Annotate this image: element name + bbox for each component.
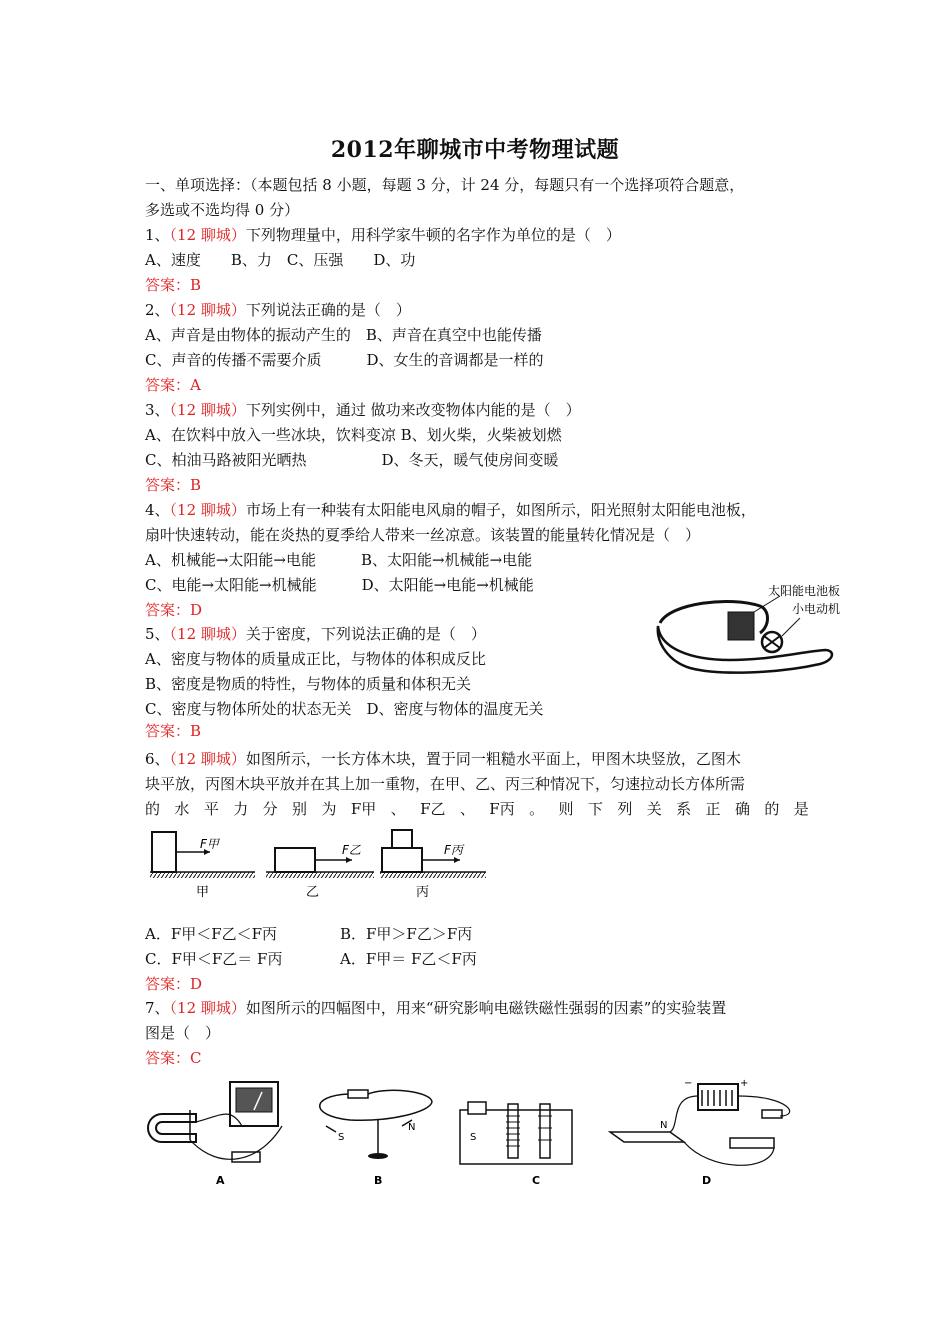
- battery-c: [468, 1102, 486, 1114]
- question-number: 5、: [145, 625, 170, 643]
- figure-label-b: B: [374, 1174, 383, 1187]
- weight-bing: [392, 830, 412, 848]
- electromagnet-figures: [150, 1076, 850, 1188]
- figure-label-yi: 乙: [306, 885, 320, 900]
- battery-b: [348, 1090, 368, 1098]
- question-text: 下列物理量中，用科学家牛顿的名字作为单位的是（ ）: [245, 226, 621, 244]
- stem-char: 、: [459, 800, 475, 818]
- stem-char: 分: [262, 800, 278, 818]
- question-6-option-d: A．F甲＝ F乙＜F丙: [340, 950, 477, 968]
- question-7-answer: 答案：C: [145, 1049, 202, 1067]
- source-tag: （12 聊城）: [169, 999, 246, 1017]
- figure-label-a: A: [216, 1174, 225, 1187]
- stem-char: F甲: [350, 800, 377, 818]
- question-4-stem: [145, 500, 756, 520]
- stem-char: 则: [558, 800, 574, 818]
- question-2-options-ab: A、声音是由物体的振动产生的 B、声音在真空中也能传播: [145, 326, 542, 344]
- question-number: 4、: [145, 501, 170, 519]
- source-tag: （12 聊城）: [169, 501, 246, 519]
- question-text: 下列实例中，通过 做功来改变物体内能的是（ ）: [245, 401, 581, 419]
- pole-n-d: N: [660, 1120, 668, 1131]
- friction-blocks-figure: [148, 826, 488, 902]
- pole-n-b: N: [408, 1122, 416, 1133]
- stem-char: 力: [233, 800, 249, 818]
- figure-label-motor: 小电动机: [792, 602, 841, 616]
- block-jia: [152, 832, 176, 872]
- question-6-stem-line3: [145, 799, 809, 819]
- switch-d: [762, 1110, 782, 1118]
- question-6-option-c: C．F甲＜F乙＝ F丙: [145, 950, 283, 968]
- question-1-options: A、速度 B、力 C、压强 D、功: [145, 251, 416, 269]
- question-6-option-a: A．F甲＜F乙＜F丙: [145, 925, 278, 943]
- question-text: 如图所示的四幅图中，用来“研究影响电磁铁磁性强弱的因素”的实验装置: [245, 999, 727, 1017]
- force-label-yi: F乙: [342, 843, 361, 857]
- circuit-frame-c: [460, 1110, 572, 1164]
- question-2-options-cd: C、声音的传播不需要介质 D、女生的音调都是一样的: [145, 351, 544, 369]
- question-1-stem: [145, 225, 621, 245]
- stem-char: 正: [705, 800, 721, 818]
- fan-blades: [764, 636, 780, 648]
- wires-d: [670, 1096, 790, 1165]
- solar-panel-shape: [728, 612, 754, 640]
- question-number: 6、: [145, 750, 170, 768]
- page-title: 2012年聊城市中考物理试题: [330, 137, 620, 163]
- battery-plus-d: +: [740, 1078, 749, 1089]
- question-2-stem: [145, 300, 411, 320]
- stem-char: 下: [587, 800, 603, 818]
- question-4-options-cd: C、电能→太阳能→机械能 D、太阳能→电能→机械能: [145, 576, 534, 594]
- question-5-answer: 答案：B: [145, 722, 202, 740]
- coil-2-c: [540, 1104, 550, 1158]
- question-number: 7、: [145, 999, 170, 1017]
- stem-char: F丙: [489, 800, 515, 818]
- pole-s-b: S: [338, 1132, 345, 1143]
- question-number: 1、: [145, 226, 170, 244]
- question-6-option-b: B．F甲＞F乙＞F丙: [340, 925, 473, 943]
- question-6-stem-line2: 块平放，丙图木块平放并在其上加一重物，在甲、乙、丙三种情况下，匀速拉动长方体所需: [145, 775, 746, 793]
- stem-char: 系: [676, 800, 692, 818]
- figure-d-motor-setup: [610, 1078, 790, 1187]
- question-text: 如图所示，一长方体木块，置于同一粗糙水平面上，甲图木块竖放，乙图木: [245, 750, 741, 768]
- question-3-options-ab: A、在饮料中放入一些冰块，饮料变凉 B、划火柴，火柴被划燃: [145, 426, 562, 444]
- source-tag: （12 聊城）: [169, 226, 246, 244]
- question-3-stem: [145, 400, 581, 420]
- question-5-options-cd: C、密度与物体所处的状态无关 D、密度与物体的温度无关: [145, 700, 544, 718]
- question-5-option-b: B、密度是物质的特性，与物体的质量和体积无关: [145, 675, 472, 693]
- stem-char: 别: [292, 800, 308, 818]
- block-bing: [382, 848, 422, 872]
- question-text: 关于密度，下列说法正确的是（ ）: [245, 625, 486, 643]
- source-tag: （12 聊城）: [169, 625, 246, 643]
- question-6-stem: [145, 749, 741, 769]
- stem-char: 是: [793, 800, 809, 818]
- stem-char: 关: [646, 800, 662, 818]
- question-text: 下列说法正确的是（ ）: [245, 301, 411, 319]
- stem-char: 列: [617, 800, 633, 818]
- question-4-stem-line2: 扇叶快速转动，能在炎热的夏季给人带来一丝凉意。该装置的能量转化情况是（ ）: [145, 526, 701, 544]
- figure-label-solar-panel: 太阳能电池板: [768, 584, 841, 598]
- compass-needle-b: [326, 1120, 412, 1132]
- question-4-answer: 答案：D: [145, 601, 203, 619]
- arrowhead-yi: [346, 857, 352, 863]
- figure-label-jia: 甲: [196, 885, 210, 900]
- arrowhead-bing: [454, 857, 460, 863]
- question-text: 市场上有一种装有太阳能电风扇的帽子，如图所示，阳光照射太阳能电池板，: [245, 501, 756, 519]
- compass-base-b: [368, 1153, 388, 1159]
- question-6-answer: 答案：D: [145, 975, 203, 993]
- motor-leader-line: [782, 618, 800, 636]
- question-3-options-cd: C、柏油马路被阳光晒热 D、冬天，暖气使房间变暖: [145, 451, 559, 469]
- figure-label-bing: 丙: [416, 885, 430, 900]
- figure-label-c: C: [532, 1174, 541, 1187]
- stem-char: 为: [321, 800, 337, 818]
- stem-char: 水: [174, 800, 190, 818]
- question-5-option-a: A、密度与物体的质量成正比，与物体的体积成反比: [145, 650, 486, 668]
- rheostat-d: [730, 1138, 774, 1148]
- stem-char: F乙: [420, 800, 446, 818]
- switch-label-c: S: [470, 1132, 477, 1143]
- source-tag: （12 聊城）: [169, 301, 246, 319]
- question-number: 3、: [145, 401, 170, 419]
- question-4-options-ab: A、机械能→太阳能→电能 B、太阳能→机械能→电能: [145, 551, 533, 569]
- figure-label-d: D: [702, 1174, 712, 1187]
- question-5-stem: [145, 624, 486, 644]
- stem-char: 平: [203, 800, 219, 818]
- solar-hat-figure: [650, 578, 860, 688]
- u-magnet: [148, 1114, 196, 1142]
- stem-char: 的: [145, 800, 161, 818]
- figure-b-compass-setup: [320, 1090, 432, 1187]
- question-7-stem-line2: 图是（ ）: [145, 1024, 221, 1042]
- figure-c-electromagnet-setup: [460, 1102, 572, 1187]
- question-number: 2、: [145, 301, 170, 319]
- section-instructions-line2: 多选或不选均得 0 分）: [145, 201, 300, 219]
- source-tag: （12 聊城）: [169, 401, 246, 419]
- force-label-jia: F甲: [200, 837, 219, 851]
- question-3-answer: 答案：B: [145, 476, 202, 494]
- source-tag: （12 聊城）: [169, 750, 246, 768]
- coil-1-c: [508, 1104, 518, 1158]
- figure-a-galvanometer-setup: [148, 1082, 282, 1187]
- question-1-answer: 答案：B: [145, 276, 202, 294]
- question-2-answer: 答案：A: [145, 376, 201, 394]
- section-instructions-line1: 一、单项选择：（本题包括 8 小题，每题 3 分，计 24 分，每题只有一个选择项符合题意，: [145, 176, 745, 194]
- magnet-base-d: [610, 1132, 684, 1142]
- stem-char: 确: [734, 800, 750, 818]
- stem-char: 的: [764, 800, 780, 818]
- battery-minus-d: −: [684, 1078, 693, 1089]
- stem-char: 。: [529, 800, 545, 818]
- block-yi: [275, 848, 315, 872]
- battery-cells-d: [702, 1090, 732, 1106]
- question-7-stem: [145, 998, 726, 1018]
- force-label-bing: F丙: [444, 843, 463, 857]
- wire-loop-b: [320, 1090, 432, 1120]
- stem-char: 、: [390, 800, 406, 818]
